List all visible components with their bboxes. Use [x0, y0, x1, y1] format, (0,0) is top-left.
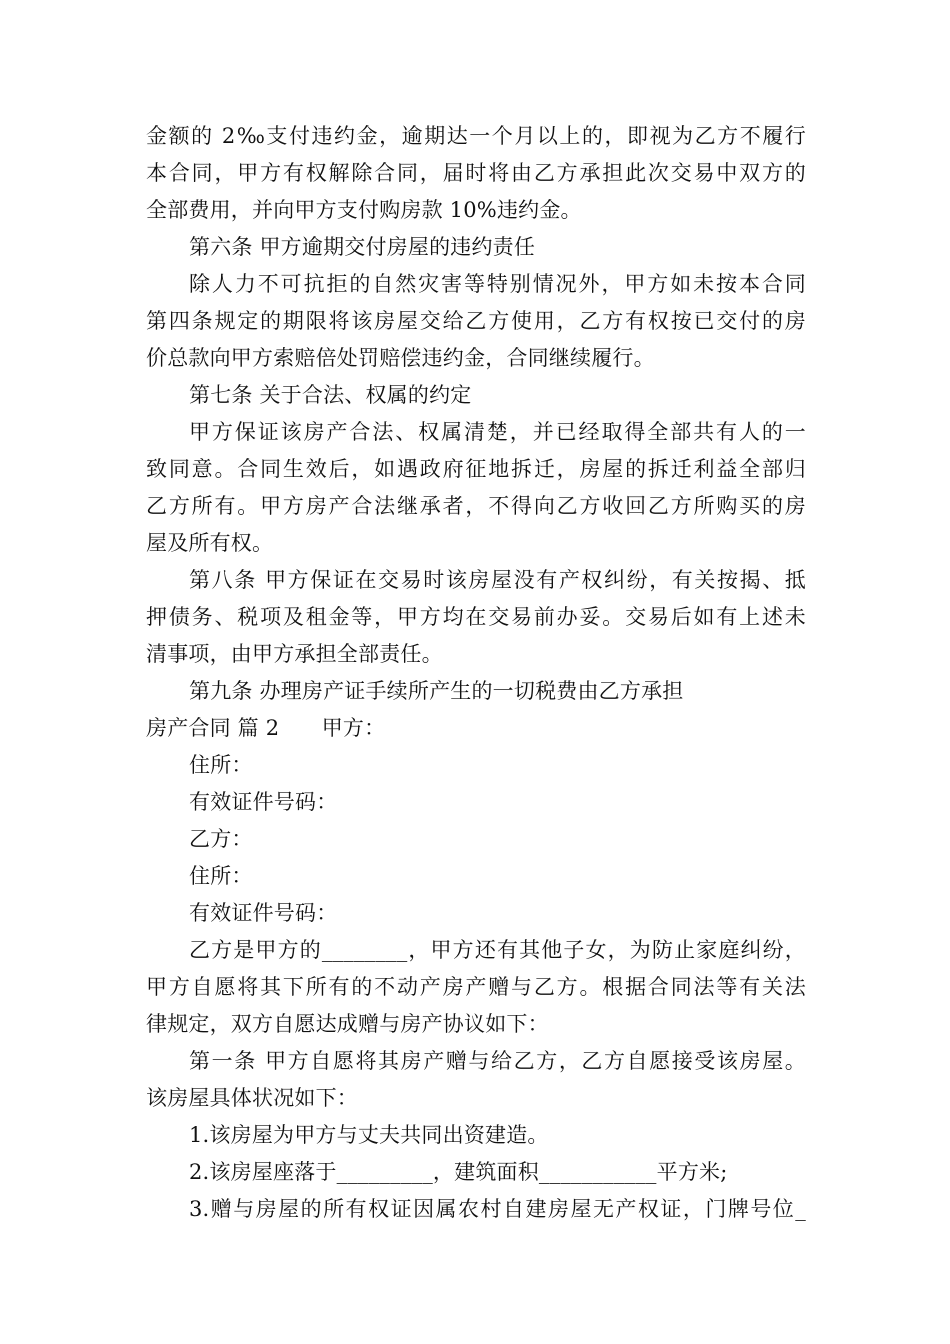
section-heading: 第九条 办理房产证手续所产生的一切税费由乙方承担 [189, 679, 684, 703]
list-item: 3.赠与房屋的所有权证因属农村自建房屋无产权证，门牌号位_ [189, 1197, 806, 1221]
text-line: 第四条规定的期限将该房屋交给乙方使用，乙方有权按已交付的房 [146, 309, 806, 333]
section-heading: 第一条 甲方自愿将其房产赠与给乙方，乙方自愿接受该房屋。 [189, 1049, 806, 1073]
section-heading: 第六条 甲方逾期交付房屋的违约责任 [189, 235, 536, 259]
field-label: 乙方： [189, 827, 253, 851]
text-line: 律规定，双方自愿达成赠与房产协议如下： [146, 1012, 549, 1036]
text-line: 乙方所有。甲方房产合法继承者，不得向乙方收回乙方所购买的房 [146, 494, 806, 518]
section-heading: 第七条 关于合法、权属的约定 [189, 383, 472, 407]
section-heading: 第八条 甲方保证在交易时该房屋没有产权纠纷，有关按揭、抵 [189, 568, 806, 592]
text-line: 押债务、税项及租金等，甲方均在交易前办妥。交易后如有上述未 [146, 605, 806, 629]
list-item: 1.该房屋为甲方与丈夫共同出资建造。 [189, 1123, 549, 1147]
field-label: 有效证件号码： [189, 901, 338, 925]
field-label: 有效证件号码： [189, 790, 338, 814]
text-line: 甲方自愿将其下所有的不动产房产赠与乙方。根据合同法等有关法 [146, 975, 806, 999]
text-line: 清事项，由甲方承担全部责任。 [146, 642, 443, 666]
text-line: 致同意。合同生效后，如遇政府征地拆迁，房屋的拆迁利益全部归 [146, 457, 806, 481]
text-line: 价总款向甲方索赔倍处罚赔偿违约金，合同继续履行。 [146, 346, 655, 370]
field-label: 住所： [189, 864, 253, 888]
text-line: 甲方保证该房产合法、权属清楚，并已经取得全部共有人的一 [189, 420, 806, 444]
contract-title: 房产合同 篇 2 甲方： [146, 716, 386, 740]
text-line: 全部费用，并向甲方支付购房款 10%违约金。 [146, 198, 582, 222]
text-line: 乙方是甲方的________，甲方还有其他子女，为防止家庭纠纷， [189, 938, 806, 962]
text-line: 除人力不可抗拒的自然灾害等特别情况外，甲方如未按本合同 [189, 272, 806, 296]
text-line: 金额的 2‰支付违约金，逾期达一个月以上的，即视为乙方不履行 [146, 124, 806, 148]
field-label: 住所： [189, 753, 253, 777]
text-line: 该房屋具体状况如下： [146, 1086, 358, 1110]
list-item: 2.该房屋座落于_________，建筑面积___________平方米; [189, 1160, 728, 1184]
text-line: 本合同，甲方有权解除合同，届时将由乙方承担此次交易中双方的 [146, 161, 806, 185]
text-line: 屋及所有权。 [146, 531, 274, 555]
